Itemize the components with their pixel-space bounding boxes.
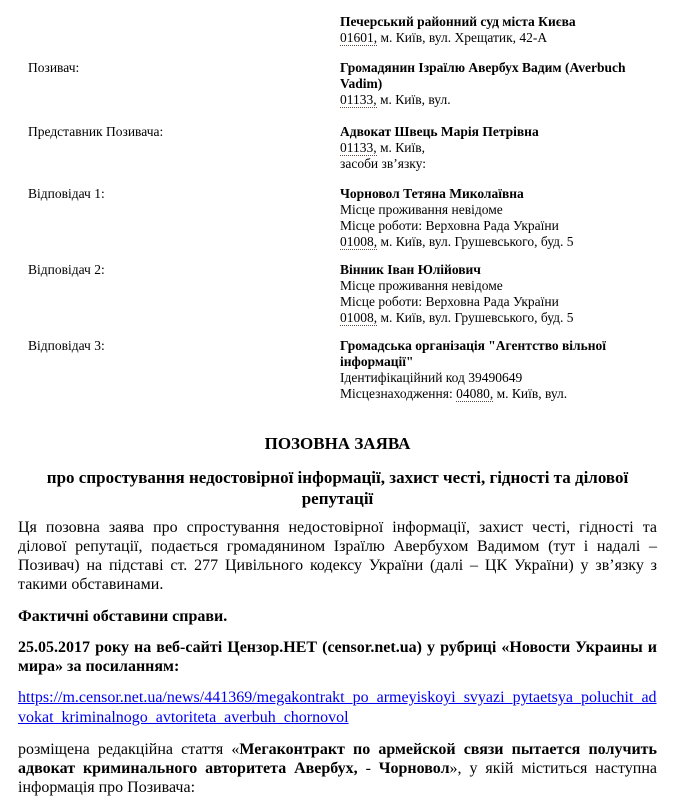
article-prefix: розміщена редакційна стаття «	[18, 741, 240, 758]
court-name: Печерський районний суд міста Києва	[340, 14, 576, 29]
intro-paragraph: Ця позовна заява про спростування недостовірної інформації, захист честі, гідності та ділової репутації, подається громадянином Ізраїлю Авербухом Вадимом (тут і надалі – Позивач) на підставі ст. 277 Цивільного кодексу України (далі – ЦК України) у зв’язку з такими обставинами.	[18, 519, 657, 593]
document-title: ПОЗОВНА ЗАЯВА	[264, 434, 411, 453]
article-bold-title: Мегаконтракт по армейской связи пытается получить адвокат криминального авторитета Авербух,	[18, 741, 657, 777]
defendant1-name: Чорновол Тетяна Миколаївна	[340, 186, 524, 201]
representative-contact: засоби зв’язку:	[340, 156, 426, 171]
representative-label: Представник Позивача:	[28, 124, 164, 139]
parties-header	[0, 0, 685, 402]
article-suffix: », у якій міститься наступна інформація про Позивача:	[18, 760, 657, 796]
plaintiff-row	[28, 60, 685, 108]
defendant1-residence: Місце проживання невідоме	[340, 202, 503, 217]
article-dash: -	[357, 760, 379, 777]
court-address-rest: м. Київ, вул. Хрещатик, 42-А	[377, 30, 548, 45]
representative-details	[340, 124, 662, 172]
plaintiff-label: Позивач:	[28, 60, 80, 75]
date-paragraph: 25.05.2017 року на веб-сайті Цензор.НЕТ (censor.net.ua) у рубриці «Новости Украины и мира» за посиланням:	[18, 639, 657, 675]
representative-address	[340, 140, 662, 156]
court-zip-code: 01601,	[340, 30, 378, 45]
defendant3-id-code: Ідентифікаційний код 39490649	[340, 370, 523, 385]
article-paragraph	[18, 740, 657, 797]
plaintiff-zip-code: 01133,	[340, 92, 377, 107]
defendant2-zip-code: 01008,	[340, 310, 378, 325]
plaintiff-address	[340, 92, 662, 108]
court-details	[340, 14, 662, 46]
defendant3-label: Відповідач 3:	[28, 338, 105, 353]
article-bold-name: Чорновол	[378, 760, 450, 777]
defendant2-row	[28, 262, 685, 326]
defendant3-address	[340, 386, 662, 402]
defendant2-address-rest: м. Київ, вул. Грушевського, буд. 5	[377, 310, 574, 325]
representative-address-rest: м. Київ,	[376, 140, 426, 155]
defendant3-details	[340, 338, 662, 402]
court-label-spacer	[28, 14, 340, 46]
defendant3-name: Громадська організація "Агентство вільної інформації"	[340, 338, 607, 369]
defendant1-work: Місце роботи: Верховна Рада України	[340, 218, 559, 233]
court-row	[28, 14, 685, 46]
defendant3-address-rest: м. Київ, вул.	[493, 386, 568, 401]
plaintiff-details	[340, 60, 662, 108]
document-subtitle: про спростування недостовірної інформації, захист честі, гідності та ділової репутації	[46, 468, 629, 508]
plaintiff-name: Громадянин Ізраїлю Авербух Вадим (Averbuch Vadim)	[340, 60, 626, 91]
defendant1-label: Відповідач 1:	[28, 186, 105, 201]
defendant2-residence: Місце проживання невідоме	[340, 278, 503, 293]
defendant1-address-rest: м. Київ, вул. Грушевського, буд. 5	[377, 234, 574, 249]
representative-row	[28, 124, 685, 172]
defendant3-location-prefix: Місцезнаходження:	[340, 386, 457, 401]
document-body	[0, 434, 685, 797]
defendant2-label: Відповідач 2:	[28, 262, 105, 277]
article-link[interactable]: https://m.censor.net.ua/news/441369/megakontrakt_po_armeyiskoyi_svyazi_pytaetsya_poluchit_advokat_kriminalnogo_avtoriteta_averbuh_chornovol	[18, 689, 657, 726]
defendant2-address	[340, 310, 662, 326]
defendant1-address	[340, 234, 662, 250]
representative-name: Адвокат Швець Марія Петрівна	[340, 124, 539, 139]
representative-zip-code: 01133,	[340, 140, 377, 155]
defendant2-name: Вінник Іван Юлійович	[340, 262, 481, 277]
defendant2-work: Місце роботи: Верховна Рада України	[340, 294, 559, 309]
plaintiff-address-rest: м. Київ, вул.	[376, 92, 451, 107]
article-link-paragraph	[18, 688, 657, 728]
defendant1-details	[340, 186, 662, 250]
defendant3-zip-code: 04080,	[456, 386, 494, 401]
defendant2-details	[340, 262, 662, 326]
defendant3-row	[28, 338, 685, 402]
defendant1-row	[28, 186, 685, 250]
court-address	[340, 30, 662, 46]
defendant1-zip-code: 01008,	[340, 234, 378, 249]
facts-heading: Фактичні обставини справи.	[18, 608, 228, 625]
